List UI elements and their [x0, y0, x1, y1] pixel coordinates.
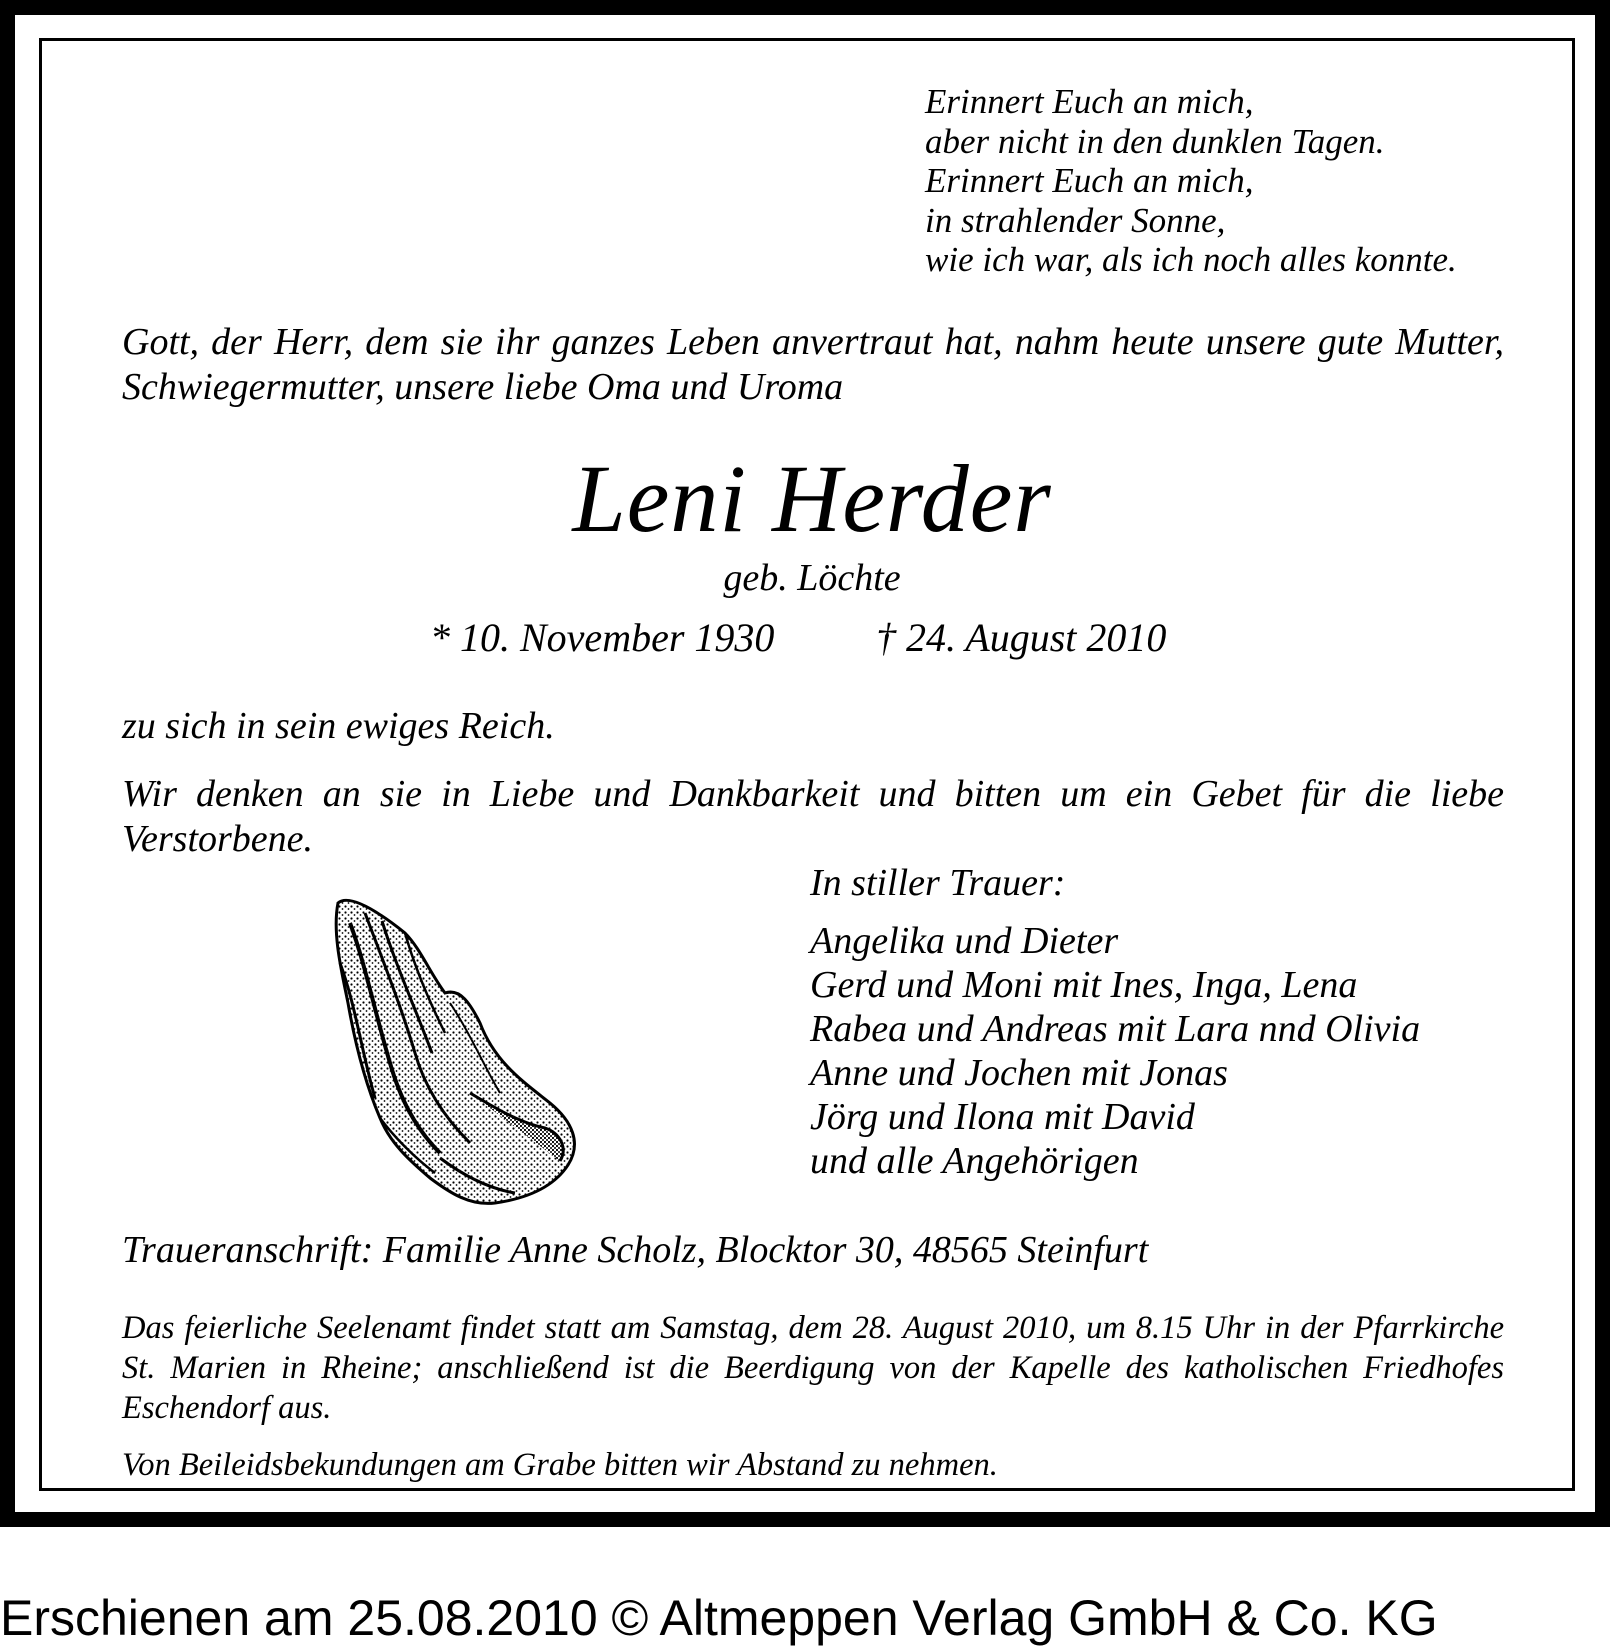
publication-footer: Erschienen am 25.08.2010 © Altmeppen Verlag GmbH & Co. KG: [0, 1590, 1438, 1646]
condolence-note: Von Beileidsbekundungen am Grabe bitten wir Abstand zu nehmen.: [122, 1447, 998, 1483]
praying-hands-icon: [320, 893, 590, 1208]
mourner-line: Angelika und Dieter: [810, 920, 1119, 962]
mourners-title: In stiller Trauer:: [810, 862, 1066, 904]
poem-line: Erinnert Euch an mich,: [925, 161, 1254, 200]
mourner-line: Gerd und Moni mit Ines, Inga, Lena: [810, 964, 1358, 1006]
mourner-line: Rabea und Andreas mit Lara nnd Olivia: [810, 1008, 1421, 1050]
death-date: † 24. August 2010: [876, 615, 1167, 660]
poem-line: Erinnert Euch an mich,: [925, 82, 1254, 121]
poem-line: wie ich war, als ich noch alles konnte.: [925, 240, 1457, 279]
poem: [925, 82, 1457, 280]
mourning-address: Traueranschrift: Familie Anne Scholz, Blocktor 30, 48565 Steinfurt: [122, 1229, 1149, 1271]
reich-text: zu sich in sein ewiges Reich.: [122, 705, 555, 747]
poem-line: aber nicht in den dunklen Tagen.: [925, 121, 1385, 161]
birth-name: geb. Löchte: [723, 557, 901, 599]
mourner-line: Anne und Jochen mit Jonas: [810, 1052, 1228, 1094]
gratitude-text: Wir denken an sie in Liebe und Dankbarkeit und bitten um ein Gebet für die liebe Verstorbene.: [122, 773, 1504, 860]
mourner-line: und alle Angehörigen: [810, 1140, 1139, 1182]
birth-date: * 10. November 1930: [430, 615, 775, 660]
mourner-line: Jörg und Ilona mit David: [810, 1096, 1195, 1138]
deceased-name: Leni Herder: [572, 445, 1052, 552]
funeral-service-text: Das feierliche Seelenamt findet statt am Samstag, dem 28. August 2010, um 8.15 Uhr in der Pfarrkirche St. Marien in Rheine; anschließend ist die Beerdigung von der Kapelle des katholischen Friedhofes Eschendorf aus.: [122, 1310, 1504, 1426]
poem-line: in strahlender Sonne,: [925, 200, 1226, 240]
mourners-block: [810, 861, 1420, 1183]
intro-text: Gott, der Herr, dem sie ihr ganzes Leben anvertraut hat, nahm heute unsere gute Mutter, Schwiegermutter, unsere liebe Oma und Uroma: [122, 321, 1504, 408]
